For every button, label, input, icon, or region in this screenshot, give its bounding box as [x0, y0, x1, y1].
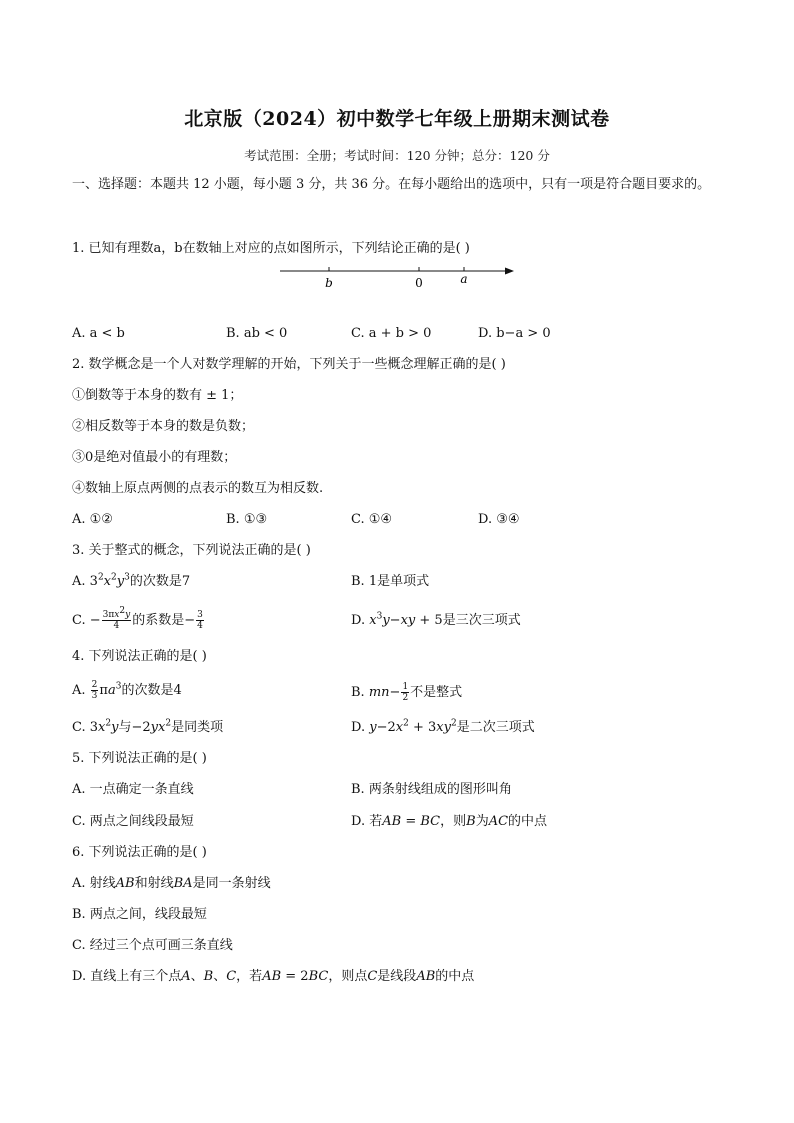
q5-option-b: B. 两条射线组成的图形叫角 [351, 782, 512, 797]
number-line-label: 0 [415, 276, 423, 290]
question-4-stem: 4. 下列说法正确的是( ) [72, 649, 207, 664]
exam-info: 考试范围：全册；考试时间：120 分钟；总分：120 分 [244, 148, 550, 163]
q5-option-a: A. 一点确定一条直线 [72, 782, 194, 797]
q1-option-a: A. a < b [72, 326, 125, 341]
question-1-stem: 1. 已知有理数a，b在数轴上对应的点如图所示，下列结论正确的是( ) [72, 241, 470, 256]
question-3-stem: 3. 关于整式的概念，下列说法正确的是( ) [72, 543, 311, 558]
question-5-stem: 5. 下列说法正确的是( ) [72, 751, 207, 766]
q2-item-2: ②相反数等于本身的数是负数； [72, 419, 255, 434]
q2-item-4: ④数轴上原点两侧的点表示的数互为相反数. [72, 481, 324, 496]
question-6-stem: 6. 下列说法正确的是( ) [72, 845, 207, 860]
q2-item-3: ③0是绝对值最小的有理数； [72, 450, 237, 465]
number-line [276, 260, 521, 294]
question-2-stem: 2. 数学概念是一个人对数学理解的开始，下列关于一些概念理解正确的是( ) [72, 357, 506, 372]
q2-item-1: ①倒数等于本身的数有 ± 1； [72, 388, 243, 403]
q6-option-b: B. 两点之间，线段最短 [72, 907, 207, 922]
q5-option-c: C. 两点之间线段最短 [72, 814, 194, 829]
q6-option-d: D. 直线上有三个点A、B、C，若AB = 2BC，则点C是线段AB的中点 [72, 969, 475, 984]
q4-option-b: B. mn− $\frac{1}{2}$ 不是整式 [351, 682, 463, 703]
q4-option-d: D. $y-2x^2 + 3xy^2$是二次三项式 [351, 718, 535, 735]
q3-option-b: B. 1是单项式 [351, 574, 430, 589]
number-line-arrow [505, 268, 514, 275]
q6-option-c: C. 经过三个点可画三条直线 [72, 938, 233, 953]
q2-option-d: D. ③④ [478, 512, 520, 527]
q4-option-a: A. $\frac{2}{3}$ $\pi a^3$的次数是4 [72, 680, 182, 701]
q1-option-b: B. ab < 0 [226, 326, 288, 341]
q5-option-d: D. 若AB = BC，则B为AC的中点 [351, 814, 548, 829]
q3-option-d: D. $x^3y-xy + 5$是三次三项式 [351, 611, 521, 628]
q2-option-a: A. ①② [72, 512, 113, 527]
q2-option-c: C. ①④ [351, 512, 393, 527]
number-line-label: b [325, 276, 333, 290]
page-title: 北京版（2024）初中数学七年级上册期末测试卷 [184, 108, 610, 130]
q3-option-c: C. − $\frac{3\pi x^2y}{4}$ 的系数是− $\frac{3}{4}$ [72, 606, 203, 631]
q2-option-b: B. ①③ [226, 512, 268, 527]
q3-option-a: A. $3^2x^2y^3$的次数是7 [72, 572, 191, 589]
q4-option-c: C. $3x^2y$与$-2yx^2$是同类项 [72, 718, 224, 735]
q1-option-d: D. b−a > 0 [478, 326, 551, 341]
number-line-label: a [460, 272, 468, 286]
section-intro: 一、选择题：本题共 12 小题，每小题 3 分，共 36 分。在每小题给出的选项中，只有一项是符合题目要求的。 [72, 177, 711, 192]
q6-option-a: A. 射线AB和射线BA是同一条射线 [72, 876, 271, 891]
q1-option-c: C. a + b > 0 [351, 326, 432, 341]
